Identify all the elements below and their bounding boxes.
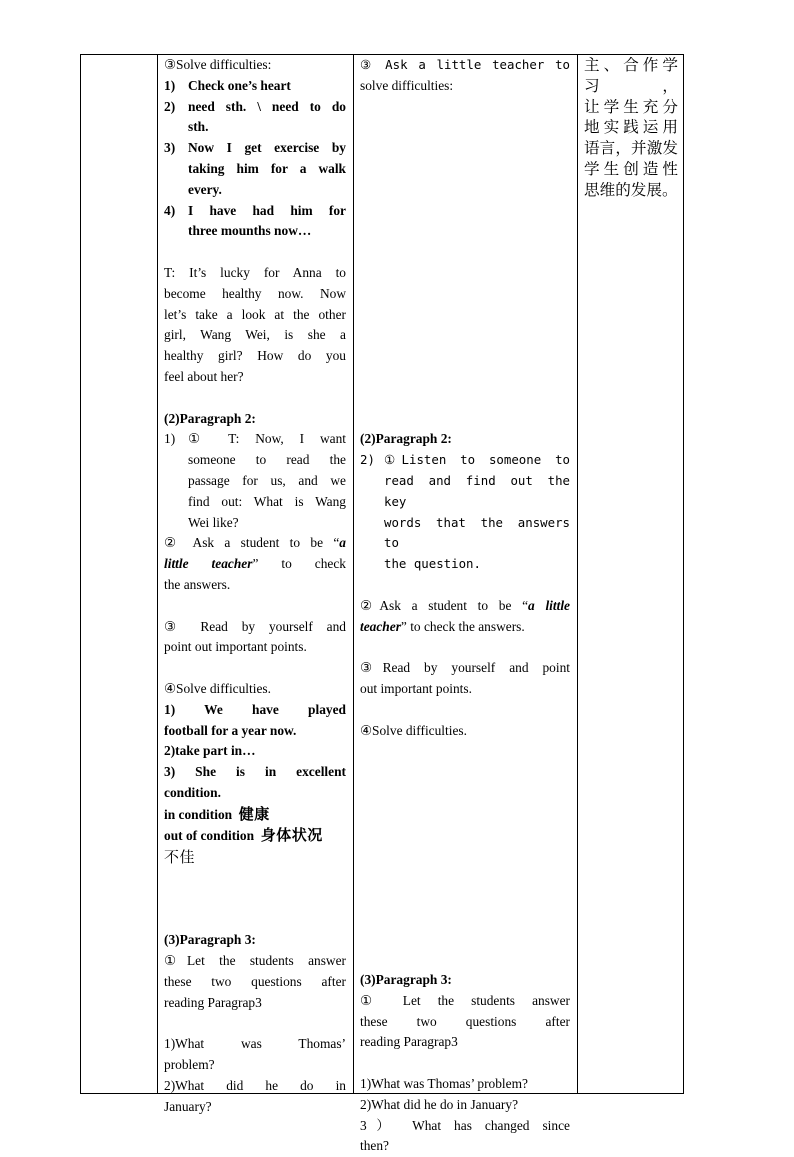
phrase-translation-cont: 不佳 — [164, 848, 196, 867]
teacher-remark-line: feel about her? — [164, 368, 244, 384]
paragraph-2-heading: (2)Paragraph 2: — [164, 410, 256, 426]
read-line: ③Read by yourself and point — [360, 660, 570, 676]
item-text: the question. — [384, 556, 481, 572]
ask-text: ” to check the answers. — [400, 618, 525, 634]
question-line: 1)What was Thomas’ — [164, 1036, 346, 1052]
design-intent-cell — [584, 55, 678, 201]
solve-difficulties-label: ④Solve difficulties. — [360, 722, 467, 738]
item-text: three mounths now… — [188, 223, 312, 239]
student-activity-cell — [360, 55, 570, 1157]
ask-little-teacher-line: the answers. — [164, 576, 231, 592]
item-number: 2) — [164, 98, 176, 114]
little-teacher-line: ③ Ask a little teacher to — [360, 57, 570, 72]
item-text: need sth. \ need to do — [188, 98, 346, 114]
ask-emphasis: a little — [528, 597, 570, 613]
item-text: passage for us, and we — [188, 472, 346, 488]
teacher-remark-line: T: It’s lucky for Anna to — [164, 264, 346, 280]
in-condition-line — [164, 804, 346, 826]
ask-emphasis: little teacher — [164, 556, 253, 572]
difficulty-item — [164, 97, 346, 139]
teacher-remark-line: become healthy now. Now — [164, 285, 346, 301]
item-text: Now I get exercise by — [188, 140, 346, 156]
item-text: read and find out the key — [384, 472, 570, 509]
ask-little-teacher-line — [360, 596, 570, 617]
teacher-remark-line: let’s take a look at the other — [164, 306, 346, 322]
item-number: 3) — [164, 140, 176, 156]
item-text: sth. — [188, 119, 209, 135]
design-intent-line: 主、合作学习， — [584, 56, 678, 95]
design-intent-line: 让学生充分 — [584, 97, 678, 116]
item-text: words that the answers to — [384, 514, 570, 551]
design-intent-line: 学生创造性 — [584, 159, 678, 178]
teacher-remark-line: healthy girl? How do you — [164, 348, 346, 364]
paragraph-3-line: ①Let the students answer — [164, 953, 346, 969]
design-intent-line: 语言，并激发 — [584, 139, 678, 158]
teacher-remark-line: girl, Wang Wei, is she a — [164, 327, 346, 343]
paragraph-3-line: these two questions after — [164, 974, 346, 990]
read-line: point out important points. — [164, 639, 307, 655]
little-teacher-line: solve difficulties: — [360, 77, 454, 93]
ask-text: ” to check — [252, 556, 346, 572]
item-text: Check one’s heart — [188, 77, 291, 93]
paragraph-2-heading: (2)Paragraph 2: — [360, 431, 452, 447]
table-border-right — [683, 54, 684, 1094]
phrase: in condition — [164, 806, 233, 822]
ask-little-teacher-line — [164, 533, 346, 554]
design-intent-line: 思维的发展。 — [584, 180, 678, 199]
item-text: Wei like? — [188, 514, 239, 530]
out-of-condition-line — [164, 825, 346, 847]
table-divider-3 — [577, 54, 578, 1094]
solution-line: condition. — [164, 784, 221, 800]
item-text: I have had him for — [188, 202, 346, 218]
paragraph-2-item — [360, 450, 570, 575]
ask-little-teacher-line — [360, 617, 570, 638]
item-text: taking him for a walk — [188, 160, 346, 176]
phrase: out of condition — [164, 828, 255, 844]
phrase-translation: 健康 — [238, 804, 270, 823]
difficulty-item — [164, 76, 346, 97]
item-text: someone to read the — [188, 452, 346, 468]
item-number: 4) — [164, 202, 176, 218]
ask-text: ②Ask a student to be “ — [360, 597, 529, 613]
question-line: then? — [360, 1138, 389, 1154]
item-text: ① T: Now, I want — [188, 431, 346, 447]
solution-line: 1) We have played — [164, 701, 346, 717]
paragraph-3-heading: (3)Paragraph 3: — [164, 932, 256, 948]
item-text: ①Listen to someone to — [384, 452, 570, 468]
question-line: problem? — [164, 1057, 215, 1073]
question-line: 3） What has changed since — [360, 1117, 570, 1133]
table-border-left — [80, 54, 81, 1094]
ask-text: ② Ask a student to be “ — [164, 535, 340, 551]
paragraph-3-line: these two questions after — [360, 1013, 570, 1029]
question-line: 2)What did he do in — [164, 1078, 346, 1094]
read-line: ③ Read by yourself and — [164, 618, 346, 634]
paragraph-3-line: ① Let the students answer — [360, 992, 570, 1008]
question-line: 1)What was Thomas’ problem? — [360, 1076, 528, 1092]
ask-emphasis: teacher — [360, 618, 401, 634]
question-line: January? — [164, 1098, 212, 1114]
item-number: 1) — [164, 77, 176, 93]
table-divider-2 — [353, 54, 354, 1094]
question-line: 2)What did he do in January? — [360, 1096, 519, 1112]
item-text: find out: What is Wang — [188, 493, 346, 509]
phrase-translation: 身体状况 — [260, 826, 323, 845]
paragraph-3-heading: (3)Paragraph 3: — [360, 972, 452, 988]
solve-difficulties-label: ④Solve difficulties. — [164, 680, 271, 696]
design-intent-line: 地实践运用 — [584, 118, 678, 137]
paragraph-2-item — [164, 429, 346, 533]
item-number: 1) — [164, 431, 176, 447]
difficulty-item — [164, 138, 346, 200]
teacher-activity-cell — [164, 55, 346, 1118]
solve-difficulties-heading: ③Solve difficulties: — [164, 57, 272, 72]
ask-little-teacher-line — [164, 554, 346, 575]
paragraph-3-line: reading Paragrap3 — [360, 1034, 458, 1050]
paragraph-3-line: reading Paragrap3 — [164, 994, 262, 1010]
solution-line: football for a year now. — [164, 722, 297, 738]
item-number: 2) — [360, 452, 375, 468]
ask-emphasis: a — [339, 535, 346, 551]
table-divider-1 — [157, 54, 158, 1094]
solution-line: 2)take part in… — [164, 743, 256, 759]
read-line: out important points. — [360, 680, 472, 696]
item-text: every. — [188, 181, 222, 197]
difficulty-item — [164, 201, 346, 243]
solution-line: 3) She is in excellent — [164, 764, 346, 780]
